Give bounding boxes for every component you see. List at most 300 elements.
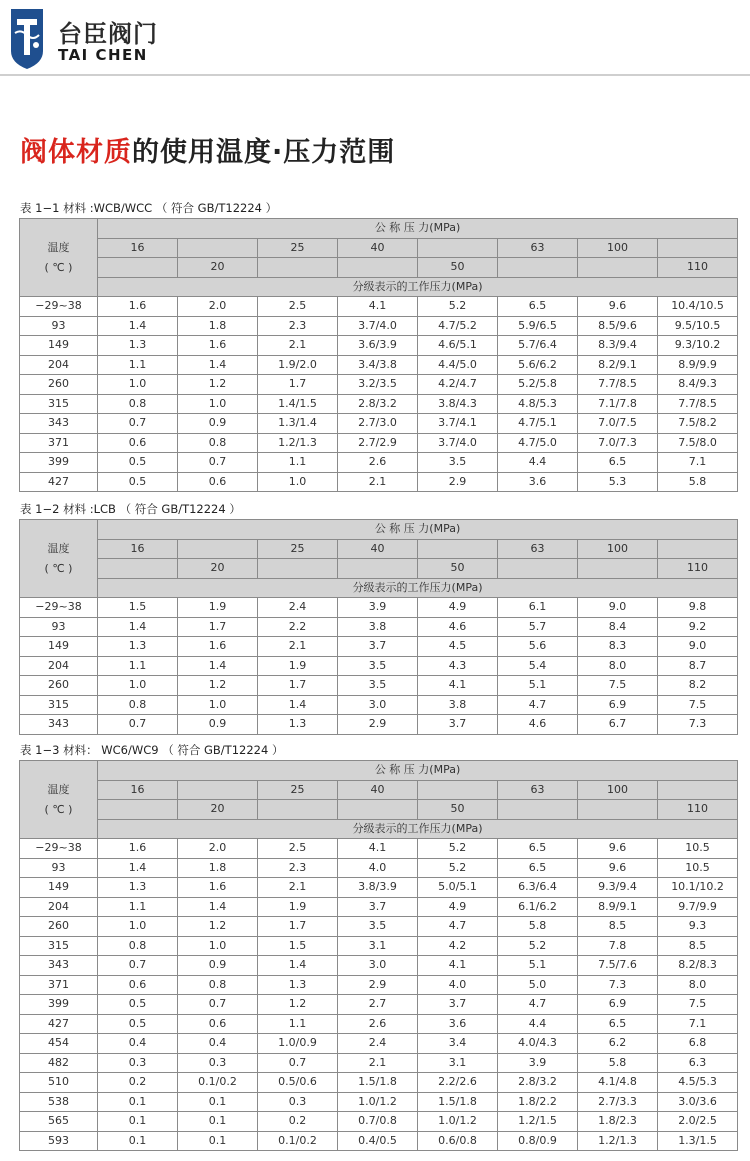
pressure-value-cell: 7.1: [658, 1014, 738, 1034]
pressure-class-cell: [258, 559, 338, 579]
temperature-cell: 371: [20, 433, 98, 453]
pressure-value-cell: 1.7: [258, 375, 338, 395]
pressure-value-cell: 4.7/5.2: [418, 316, 498, 336]
pressure-class-cell: 16: [98, 238, 178, 258]
pressure-value-cell: 0.6: [178, 1014, 258, 1034]
table-row: [20, 598, 738, 618]
pressure-value-cell: 1.9/2.0: [258, 355, 338, 375]
pressure-value-cell: 1.2: [178, 917, 258, 937]
temperature-cell: 399: [20, 995, 98, 1015]
temperature-cell: 565: [20, 1112, 98, 1132]
pressure-value-cell: 6.5: [578, 1014, 658, 1034]
pressure-value-cell: 3.2/3.5: [338, 375, 418, 395]
table-3-body: [20, 839, 738, 1151]
pressure-value-cell: 9.6: [578, 297, 658, 317]
pressure-value-cell: 2.6: [338, 1014, 418, 1034]
table-row: [20, 297, 738, 317]
pressure-value-cell: 1.6: [178, 336, 258, 356]
pressure-value-cell: 8.4/9.3: [658, 375, 738, 395]
pressure-value-cell: 3.5: [338, 676, 418, 696]
pressure-value-cell: 1.3: [98, 336, 178, 356]
pressure-value-cell: 0.1/0.2: [178, 1073, 258, 1093]
pressure-value-cell: 3.7: [338, 897, 418, 917]
pressure-value-cell: 2.2: [258, 617, 338, 637]
pressure-value-cell: 1.5/1.8: [338, 1073, 418, 1093]
pressure-class-cell: [98, 800, 178, 820]
pressure-value-cell: 3.7: [338, 637, 418, 657]
pressure-value-cell: 1.0: [258, 472, 338, 492]
pressure-value-cell: 7.3: [578, 975, 658, 995]
pressure-class-cell: 20: [178, 559, 258, 579]
temperature-cell: 593: [20, 1131, 98, 1151]
pressure-value-cell: 6.2: [578, 1034, 658, 1054]
pressure-value-cell: 8.3: [578, 637, 658, 657]
pressure-value-cell: 5.2: [418, 839, 498, 859]
temperature-cell: −29~38: [20, 598, 98, 618]
temperature-cell: 260: [20, 676, 98, 696]
pressure-value-cell: 0.4/0.5: [338, 1131, 418, 1151]
pressure-value-cell: 3.7: [418, 715, 498, 735]
pressure-class-cell: 100: [578, 539, 658, 559]
table-row: [20, 375, 738, 395]
pressure-value-cell: 6.5: [498, 297, 578, 317]
pressure-value-cell: 3.6: [418, 1014, 498, 1034]
temperature-cell: 454: [20, 1034, 98, 1054]
pressure-value-cell: 0.8/0.9: [498, 1131, 578, 1151]
brand-name-cn: 台臣阀门: [58, 20, 158, 48]
pressure-value-cell: 4.1: [338, 839, 418, 859]
pressure-value-cell: 1.4: [98, 858, 178, 878]
pressure-class-cell: [98, 258, 178, 278]
pressure-value-cell: 5.7/6.4: [498, 336, 578, 356]
temperature-cell: 482: [20, 1053, 98, 1073]
pressure-value-cell: 7.3: [658, 715, 738, 735]
pressure-value-cell: 1.0/1.2: [338, 1092, 418, 1112]
pressure-class-cell: [498, 559, 578, 579]
pressure-row-2: [20, 258, 738, 278]
temperature-cell: 93: [20, 316, 98, 336]
table-row: [20, 858, 738, 878]
pressure-class-cell: 50: [418, 800, 498, 820]
pressure-row-1: [20, 238, 738, 258]
pressure-value-cell: 4.7: [498, 995, 578, 1015]
pressure-value-cell: 5.1: [498, 676, 578, 696]
pressure-class-cell: 110: [658, 800, 738, 820]
pressure-value-cell: 2.7/3.0: [338, 414, 418, 434]
pressure-class-cell: 63: [498, 238, 578, 258]
pressure-value-cell: 0.8: [178, 975, 258, 995]
temperature-cell: 260: [20, 375, 98, 395]
pressure-value-cell: 4.7: [498, 695, 578, 715]
pressure-value-cell: 1.6: [98, 839, 178, 859]
table-row: [20, 336, 738, 356]
pressure-value-cell: 1.7: [178, 617, 258, 637]
pressure-value-cell: 2.0: [178, 839, 258, 859]
temperature-cell: 204: [20, 897, 98, 917]
pressure-value-cell: 3.7/4.1: [418, 414, 498, 434]
temperature-cell: 204: [20, 355, 98, 375]
temperature-cell: 427: [20, 1014, 98, 1034]
pressure-value-cell: 3.4/3.8: [338, 355, 418, 375]
temperature-cell: −29~38: [20, 297, 98, 317]
pressure-value-cell: 3.9: [338, 598, 418, 618]
pressure-value-cell: 9.3: [658, 917, 738, 937]
pressure-value-cell: 1.6: [178, 878, 258, 898]
pressure-class-cell: 110: [658, 559, 738, 579]
pressure-value-cell: 1.4: [98, 617, 178, 637]
pressure-value-cell: 2.3: [258, 858, 338, 878]
temp-unit: ( ℃ ): [44, 260, 73, 274]
pressure-class-cell: 100: [578, 238, 658, 258]
pressure-class-cell: 50: [418, 258, 498, 278]
pressure-value-cell: 1.8/2.3: [578, 1112, 658, 1132]
pressure-value-cell: 3.7/4.0: [418, 433, 498, 453]
pressure-value-cell: 1.0: [178, 936, 258, 956]
pressure-value-cell: 4.9: [418, 598, 498, 618]
pressure-value-cell: 0.9: [178, 956, 258, 976]
pressure-class-cell: 100: [578, 780, 658, 800]
pressure-value-cell: 0.6: [98, 433, 178, 453]
temp-label: 温度: [47, 782, 70, 796]
pressure-value-cell: 0.7: [258, 1053, 338, 1073]
pressure-value-cell: 1.2: [258, 995, 338, 1015]
pressure-class-cell: 25: [258, 780, 338, 800]
temperature-cell: 260: [20, 917, 98, 937]
pressure-value-cell: 3.8/3.9: [338, 878, 418, 898]
pressure-value-cell: 5.8: [498, 917, 578, 937]
temperature-cell: 149: [20, 637, 98, 657]
pressure-class-cell: 20: [178, 258, 258, 278]
pressure-value-cell: 4.6/5.1: [418, 336, 498, 356]
pressure-value-cell: 4.1/4.8: [578, 1073, 658, 1093]
pressure-value-cell: 1.1: [258, 453, 338, 473]
pressure-value-cell: 2.9: [418, 472, 498, 492]
pressure-value-cell: 5.6: [498, 637, 578, 657]
pressure-value-cell: 4.6: [498, 715, 578, 735]
pressure-value-cell: 2.6: [338, 453, 418, 473]
temperature-cell: 315: [20, 936, 98, 956]
pressure-value-cell: 4.3: [418, 656, 498, 676]
pressure-value-cell: 0.9: [178, 715, 258, 735]
pressure-value-cell: 4.2: [418, 936, 498, 956]
temperature-cell: −29~38: [20, 839, 98, 859]
pressure-value-cell: 3.8: [418, 695, 498, 715]
pressure-value-cell: 8.2: [658, 676, 738, 696]
temp-label: 温度: [47, 541, 70, 555]
page-title-rest: 的使用温度·压力范围: [132, 137, 396, 168]
pressure-value-cell: 3.4: [418, 1034, 498, 1054]
pressure-value-cell: 8.9/9.9: [658, 355, 738, 375]
pressure-value-cell: 0.8: [178, 433, 258, 453]
pressure-value-cell: 1.4: [178, 355, 258, 375]
pressure-value-cell: 1.1: [98, 897, 178, 917]
temperature-cell: 427: [20, 472, 98, 492]
table-2-caption: 表 1−2 材料 :LCB （ 符合 GB/T12224 ）: [20, 502, 241, 516]
pressure-value-cell: 0.1: [98, 1131, 178, 1151]
pressure-class-cell: 40: [338, 780, 418, 800]
pressure-value-cell: 7.0/7.3: [578, 433, 658, 453]
pressure-value-cell: 3.5: [338, 917, 418, 937]
pressure-value-cell: 5.0: [498, 975, 578, 995]
pressure-value-cell: 0.6/0.8: [418, 1131, 498, 1151]
pressure-value-cell: 1.6: [178, 637, 258, 657]
table-row: [20, 433, 738, 453]
pressure-value-cell: 1.3: [98, 878, 178, 898]
pressure-value-cell: 1.0/1.2: [418, 1112, 498, 1132]
table-row: [20, 656, 738, 676]
pressure-class-cell: 63: [498, 780, 578, 800]
table-row: [20, 355, 738, 375]
pressure-value-cell: 4.4: [498, 1014, 578, 1034]
pressure-value-cell: 4.2/4.7: [418, 375, 498, 395]
pressure-value-cell: 1.3: [98, 637, 178, 657]
pressure-value-cell: 0.3: [258, 1092, 338, 1112]
pressure-value-cell: 0.8: [98, 394, 178, 414]
pressure-value-cell: 8.0: [578, 656, 658, 676]
pressure-value-cell: 0.5: [98, 453, 178, 473]
pressure-value-cell: 2.4: [258, 598, 338, 618]
pressure-class-cell: [338, 800, 418, 820]
pressure-value-cell: 1.0: [178, 695, 258, 715]
pressure-class-cell: [658, 780, 738, 800]
pressure-value-cell: 1.9: [258, 897, 338, 917]
graded-pressure-header: 分级表示的工作压力(MPa): [98, 277, 738, 297]
pressure-value-cell: 3.0: [338, 695, 418, 715]
pressure-value-cell: 0.8: [98, 695, 178, 715]
pressure-value-cell: 2.2/2.6: [418, 1073, 498, 1093]
pressure-value-cell: 1.0: [178, 394, 258, 414]
table-row: [20, 414, 738, 434]
pressure-value-cell: 3.6/3.9: [338, 336, 418, 356]
pressure-value-cell: 1.8/2.2: [498, 1092, 578, 1112]
pressure-value-cell: 6.3: [658, 1053, 738, 1073]
pressure-class-cell: [498, 800, 578, 820]
pressure-value-cell: 4.0: [418, 975, 498, 995]
pressure-value-cell: 1.0/0.9: [258, 1034, 338, 1054]
temperature-cell: 93: [20, 858, 98, 878]
pressure-value-cell: 8.2/8.3: [658, 956, 738, 976]
pressure-value-cell: 4.9: [418, 897, 498, 917]
pressure-value-cell: 1.0: [98, 917, 178, 937]
pressure-value-cell: 2.3: [258, 316, 338, 336]
pressure-class-cell: [658, 539, 738, 559]
pressure-value-cell: 3.5: [418, 453, 498, 473]
pressure-value-cell: 7.0/7.5: [578, 414, 658, 434]
table-row: [20, 676, 738, 696]
pressure-value-cell: 1.2/1.3: [578, 1131, 658, 1151]
table-row: [20, 1014, 738, 1034]
pressure-value-cell: 1.4: [178, 656, 258, 676]
pressure-value-cell: 0.7: [98, 956, 178, 976]
pressure-value-cell: 3.8/4.3: [418, 394, 498, 414]
temperature-cell: 149: [20, 878, 98, 898]
pressure-value-cell: 2.1: [338, 1053, 418, 1073]
pressure-value-cell: 3.9: [498, 1053, 578, 1073]
temp-header: [20, 520, 98, 598]
pressure-value-cell: 9.2: [658, 617, 738, 637]
pressure-value-cell: 10.5: [658, 839, 738, 859]
pressure-class-cell: 16: [98, 539, 178, 559]
pressure-value-cell: 0.5: [98, 1014, 178, 1034]
pressure-table-2: [19, 519, 738, 735]
pressure-value-cell: 1.3/1.4: [258, 414, 338, 434]
pressure-value-cell: 7.5/7.6: [578, 956, 658, 976]
table-row: [20, 975, 738, 995]
pressure-value-cell: 9.0: [578, 598, 658, 618]
pressure-value-cell: 5.3: [578, 472, 658, 492]
pressure-class-cell: [178, 539, 258, 559]
table-row: [20, 1053, 738, 1073]
pressure-value-cell: 3.5: [338, 656, 418, 676]
table-row: [20, 1092, 738, 1112]
pressure-value-cell: 0.1: [98, 1092, 178, 1112]
pressure-value-cell: 1.2: [178, 375, 258, 395]
pressure-value-cell: 1.2: [178, 676, 258, 696]
pressure-value-cell: 1.9: [258, 656, 338, 676]
pressure-value-cell: 0.5: [98, 995, 178, 1015]
pressure-value-cell: 4.4: [498, 453, 578, 473]
pressure-value-cell: 0.7: [98, 414, 178, 434]
pressure-class-cell: [578, 800, 658, 820]
pressure-value-cell: 8.4: [578, 617, 658, 637]
pressure-value-cell: 5.9/6.5: [498, 316, 578, 336]
table-3-caption: 表 1−3 材料： WC6/WC9 （ 符合 GB/T12224 ）: [20, 743, 284, 757]
pressure-value-cell: 1.4: [178, 897, 258, 917]
table-row: [20, 956, 738, 976]
pressure-value-cell: 8.7: [658, 656, 738, 676]
pressure-value-cell: 9.3/10.2: [658, 336, 738, 356]
pressure-class-cell: [658, 238, 738, 258]
pressure-value-cell: 8.2/9.1: [578, 355, 658, 375]
pressure-class-cell: [418, 539, 498, 559]
pressure-value-cell: 6.8: [658, 1034, 738, 1054]
pressure-class-cell: 16: [98, 780, 178, 800]
temp-header: [20, 761, 98, 839]
pressure-value-cell: 8.0: [658, 975, 738, 995]
pressure-value-cell: 5.1: [498, 956, 578, 976]
pressure-value-cell: 2.1: [258, 878, 338, 898]
pressure-value-cell: 9.8: [658, 598, 738, 618]
pressure-value-cell: 8.5: [578, 917, 658, 937]
pressure-value-cell: 10.1/10.2: [658, 878, 738, 898]
table-row: [20, 1112, 738, 1132]
pressure-value-cell: 2.4: [338, 1034, 418, 1054]
pressure-value-cell: 4.7: [418, 917, 498, 937]
pressure-value-cell: 0.9: [178, 414, 258, 434]
pressure-value-cell: 0.7: [98, 715, 178, 735]
pressure-row-1: [20, 780, 738, 800]
pressure-row-2: [20, 800, 738, 820]
pressure-value-cell: 1.5: [258, 936, 338, 956]
pressure-value-cell: 7.5: [658, 695, 738, 715]
table-1-body: [20, 297, 738, 492]
pressure-value-cell: 0.6: [98, 975, 178, 995]
temp-unit: ( ℃ ): [44, 802, 73, 816]
pressure-value-cell: 0.2: [98, 1073, 178, 1093]
pressure-value-cell: 4.5: [418, 637, 498, 657]
pressure-value-cell: 1.5/1.8: [418, 1092, 498, 1112]
pressure-value-cell: 5.6/6.2: [498, 355, 578, 375]
temp-unit: ( ℃ ): [44, 561, 73, 575]
table-row: [20, 995, 738, 1015]
temperature-cell: 538: [20, 1092, 98, 1112]
header: [0, 0, 750, 78]
pressure-value-cell: 9.6: [578, 839, 658, 859]
pressure-class-cell: [578, 559, 658, 579]
table-1-caption: 表 1−1 材料 :WCB/WCC （ 符合 GB/T12224 ）: [20, 201, 278, 215]
temperature-cell: 510: [20, 1073, 98, 1093]
pressure-class-cell: 63: [498, 539, 578, 559]
pressure-class-cell: 110: [658, 258, 738, 278]
pressure-value-cell: 3.7: [418, 995, 498, 1015]
temperature-cell: 343: [20, 956, 98, 976]
pressure-value-cell: 2.5: [258, 839, 338, 859]
header-divider: [0, 74, 750, 76]
pressure-table-1: [19, 218, 738, 492]
nominal-pressure-header: 公 称 压 力(MPa): [98, 761, 738, 781]
table-row: [20, 917, 738, 937]
pressure-value-cell: 1.1: [258, 1014, 338, 1034]
pressure-class-cell: 20: [178, 800, 258, 820]
pressure-value-cell: 2.1: [338, 472, 418, 492]
pressure-value-cell: 1.2/1.3: [258, 433, 338, 453]
pressure-value-cell: 0.7/0.8: [338, 1112, 418, 1132]
taichen-logo-icon: [5, 5, 49, 71]
pressure-value-cell: 9.0: [658, 637, 738, 657]
pressure-value-cell: 1.8: [178, 316, 258, 336]
pressure-value-cell: 0.5: [98, 472, 178, 492]
pressure-value-cell: 1.7: [258, 917, 338, 937]
pressure-value-cell: 1.9: [178, 598, 258, 618]
pressure-value-cell: 1.4/1.5: [258, 394, 338, 414]
page-title: [20, 130, 395, 169]
pressure-value-cell: 1.3/1.5: [658, 1131, 738, 1151]
pressure-value-cell: 7.7/8.5: [578, 375, 658, 395]
pressure-value-cell: 4.7/5.1: [498, 414, 578, 434]
pressure-value-cell: 4.1: [418, 956, 498, 976]
pressure-value-cell: 0.1/0.2: [258, 1131, 338, 1151]
table-1-head: [20, 219, 738, 297]
pressure-value-cell: 5.2/5.8: [498, 375, 578, 395]
pressure-row-2: [20, 559, 738, 579]
pressure-value-cell: 1.5: [98, 598, 178, 618]
table-row: [20, 316, 738, 336]
pressure-value-cell: 1.4: [98, 316, 178, 336]
pressure-value-cell: 1.6: [98, 297, 178, 317]
pressure-value-cell: 0.8: [98, 936, 178, 956]
temp-label: 温度: [47, 240, 70, 254]
table-row: [20, 897, 738, 917]
pressure-value-cell: 4.8/5.3: [498, 394, 578, 414]
pressure-value-cell: 3.1: [338, 936, 418, 956]
table-row: [20, 695, 738, 715]
pressure-value-cell: 0.1: [178, 1112, 258, 1132]
table-2-body: [20, 598, 738, 735]
pressure-value-cell: 2.8/3.2: [338, 394, 418, 414]
pressure-value-cell: 5.8: [578, 1053, 658, 1073]
pressure-class-cell: 40: [338, 238, 418, 258]
temperature-cell: 371: [20, 975, 98, 995]
pressure-value-cell: 3.8: [338, 617, 418, 637]
pressure-value-cell: 1.3: [258, 715, 338, 735]
table-row: [20, 637, 738, 657]
pressure-value-cell: 9.5/10.5: [658, 316, 738, 336]
temperature-cell: 204: [20, 656, 98, 676]
pressure-value-cell: 4.1: [338, 297, 418, 317]
pressure-value-cell: 6.9: [578, 695, 658, 715]
pressure-value-cell: 2.0/2.5: [658, 1112, 738, 1132]
pressure-value-cell: 1.8: [178, 858, 258, 878]
